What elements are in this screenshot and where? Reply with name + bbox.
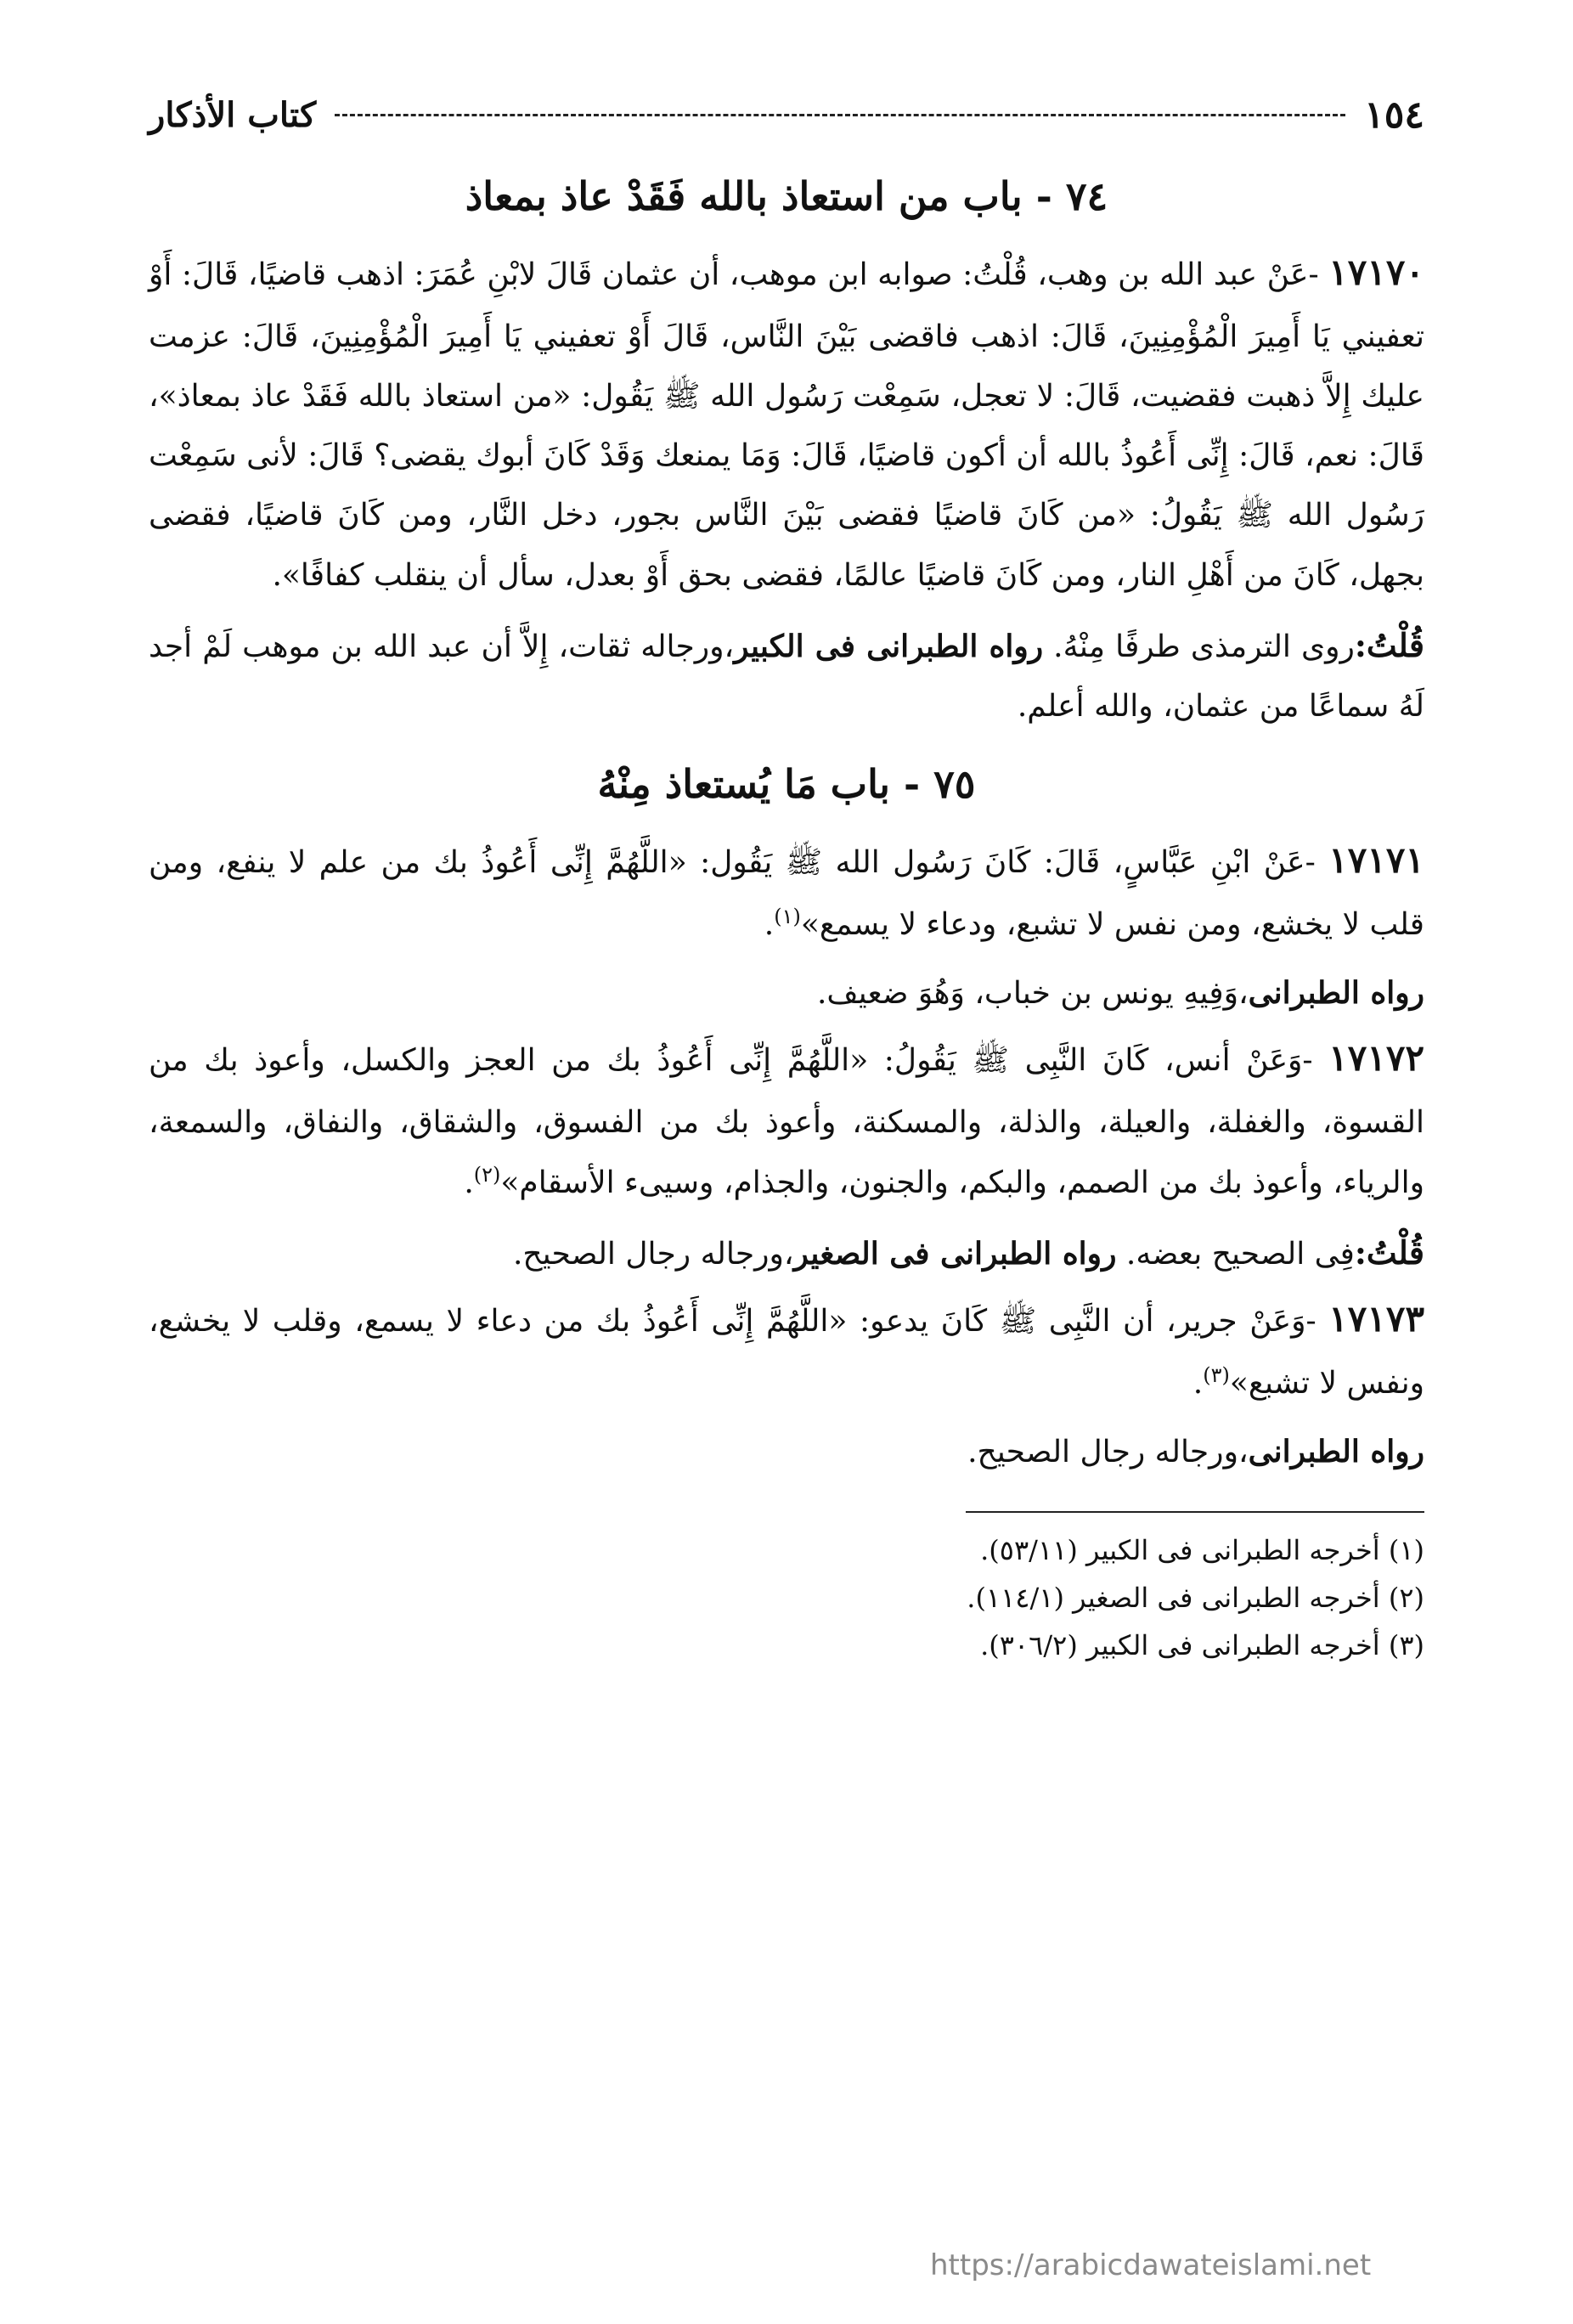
footnotes (149, 1526, 1424, 1669)
footnote-ref: (١) (774, 905, 801, 929)
page-number: ١٥٤ (1364, 93, 1424, 137)
running-header (149, 81, 1424, 149)
footnote-separator (966, 1511, 1424, 1513)
chapter-title-74: ٧٤ - باب من استعاذ بالله فَقَدْ عاذ بمعاذ (465, 173, 1108, 219)
note-text: روى الترمذى طرفًا مِنْهُ. (1043, 629, 1355, 664)
hadith-text: -عَنْ ابْنِ عَبَّاسٍ، قَالَ: كَانَ رَسُول الله ﷺ يَقُول: «اللَّهُمَّ إِنِّى أَعُوذُ بك من علم لا ينفع، ومن قلب لا يخشع، ومن نفس لا تشبع، ودعاء لا يسمع» (149, 845, 1424, 943)
scholar-note (149, 614, 1424, 736)
hadith-17171 (149, 826, 1424, 955)
chapter-title-75: ٧٥ - باب مَا يُستعاذ مِنْهُ (597, 761, 976, 808)
note-text: ،وَفِيهِ يونس بن خباب، وَهُوَ ضعيف. (816, 976, 1249, 1012)
note-text: ،ورجاله ثقات، إِلاَّ أن عبد الله بن موهب لَمْ أجد لَهُ سماعًا من عثمان، والله أعلم. (149, 629, 1424, 725)
scholar-note (149, 1422, 1424, 1482)
header-dashed-rule (335, 114, 1345, 116)
scholar-note (149, 963, 1424, 1024)
footnote-3: (٣) أخرجه الطبرانى فى الكبير (٣٠٦/٢). (980, 1629, 1424, 1662)
hadith-text: -وَعَنْ جرير، أن النَّبِى ﷺ كَانَ يدعو: «اللَّهُمَّ إِنِّى أَعُوذُ بك من دعاء لا يسمع، وقلب لا يخشع، ونفس لا تشبع» (149, 1303, 1424, 1401)
footnote-ref: (٣) (1203, 1362, 1230, 1387)
book-page (149, 81, 1424, 2273)
scholar-note (149, 1221, 1424, 1284)
note-text: فِى الصحيح بعضه. (1116, 1236, 1355, 1272)
note-text: ،ورجاله رجال الصحيح. (967, 1435, 1249, 1469)
hadith-17170 (149, 238, 1424, 606)
hadith-17172 (149, 1024, 1424, 1212)
note-label: قُلْتُ: (1354, 1233, 1424, 1272)
note-source: رواه الطبرانى (1248, 1434, 1424, 1469)
footnote-2: (٢) أخرجه الطبرانى فى الصغير (١١٤/١). (967, 1582, 1424, 1615)
hadith-text: -عَنْ عبد الله بن وهب، قُلْتُ: صوابه ابن موهب، أن عثمان قَالَ لابْنِ عُمَرَ: اذهب قاضيًا، قَالَ: أَوْ تعفيني يَا أَمِيرَ الْمُؤْمِنِينَ، قَالَ: اذهب فاقضى بَيْنَ النَّاس، قَالَ أَوْ تعفيني يَا أَمِيرَ الْمُؤْمِنِينَ، قَالَ: عزمت عليك إِلاَّ ذهبت فقضيت، قَالَ: لا تعجل، سَمِعْت رَسُول الله ﷺ يَقُول: «من استعاذ بالله فَقَدْ عاذ بمعاذ»، قَالَ: نعم، قَالَ: إِنِّى أَعُوذُ بالله أن أكون قاضيًا، قَالَ: وَمَا يمنعك وَقَدْ كَانَ أبوك يقضى؟ قَالَ: لأنى سَمِعْت رَسُول الله ﷺ يَقُولُ: «من كَانَ قاضيًا فقضى بَيْنَ النَّاس بجور، دخل النَّار، ومن كَانَ قاضيًا، فقضى بجهل، كَانَ من أَهْلِ النار، ومن كَانَ قاضيًا عالمًا، فقضى بحق أَوْ بعدل، سأل أن ينقلب كفافًا». (149, 257, 1424, 593)
note-source: رواه الطبرانى (1248, 975, 1424, 1012)
note-text: ،ورجاله رجال الصحيح. (512, 1236, 794, 1272)
hadith-number: ١٧١٧٣ (1328, 1297, 1424, 1340)
watermark-url: https://arabicdawateislami.net (930, 2248, 1372, 2282)
hadith-end: . (464, 1165, 474, 1200)
hadith-17173 (149, 1284, 1424, 1413)
note-source: رواه الطبرانى فى الصغير (793, 1235, 1117, 1272)
footnote-1: (١) أخرجه الطبرانى فى الكبير (٥٣/١١). (980, 1534, 1424, 1567)
hadith-text: -وَعَنْ أنس، كَانَ النَّبِى ﷺ يَقُولُ: «اللَّهُمَّ إِنِّى أَعُوذُ بك من العجز والكسل، وأعوذ بك من القسوة، والغفلة، والعيلة، والذلة، والمسكنة، وأعوذ بك من الفسوق، والشقاق، والنفاق، والسمعة، والرياء، وأعوذ بك من الصمم، والبكم، والجنون، والجذام، وسيىء الأسقام» (149, 1043, 1424, 1200)
hadith-number: ١٧١٧٠ (1328, 251, 1424, 293)
book-title: كتاب الأذكار (149, 94, 317, 135)
footnote-ref: (٢) (473, 1162, 501, 1187)
hadith-number: ١٧١٧٢ (1328, 1037, 1424, 1080)
hadith-end: . (1192, 1365, 1204, 1401)
note-label: قُلْتُ: (1354, 625, 1424, 664)
note-source: رواه الطبرانى فى الكبير (734, 628, 1044, 664)
hadith-number: ١٧١٧١ (1328, 839, 1424, 882)
hadith-end: . (764, 907, 775, 943)
